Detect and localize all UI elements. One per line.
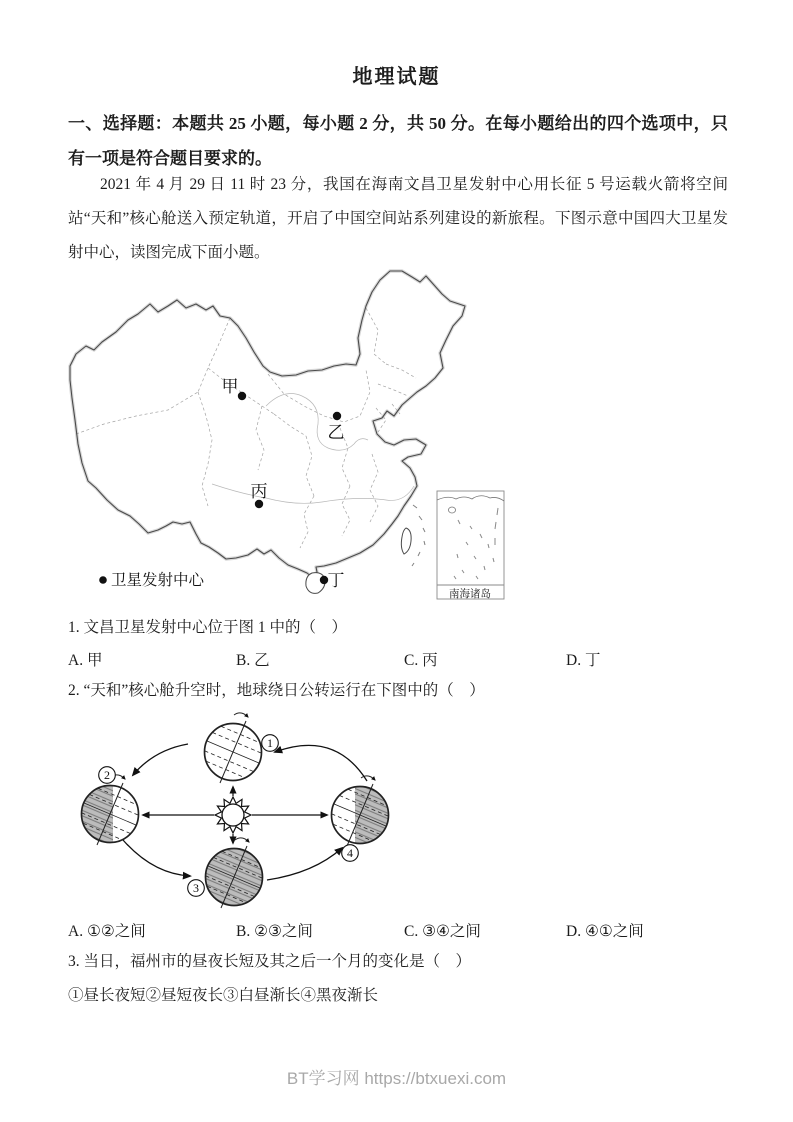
orbit-arrow-2-to-3 (123, 840, 190, 876)
launch-dot-yi (333, 412, 341, 420)
position-label-1: 1 (267, 736, 273, 751)
q1-option-d: D. 丁 (566, 652, 601, 669)
orbit-arrow-4-to-1 (275, 745, 367, 781)
question-2-options (68, 919, 748, 939)
question-3 (68, 952, 471, 972)
q1-option-a: A. 甲 (68, 652, 103, 669)
q1-option-b: B. 乙 (236, 652, 270, 669)
sun-icon (215, 797, 251, 833)
earth-position-4 (332, 776, 389, 846)
legend-label: 卫星发射中心 (111, 572, 205, 589)
orbit-arrow-3-to-4 (267, 848, 342, 880)
question-3-sub-options: ①昼长夜短②昼短夜长③白昼渐长④黑夜渐长 (68, 987, 379, 1004)
question-1-text: 文昌卫星发射中心位于图 1 中的（ ） (83, 619, 348, 636)
inset-label: 南海诸岛 (449, 589, 491, 600)
taiwan-island (401, 528, 411, 554)
question-2-text: “天和”核心舱升空时，地球绕日公转运行在下图中的（ ） (83, 682, 485, 699)
earth-orbit-diagram (70, 710, 470, 910)
q2-option-b: B. ②③之间 (236, 923, 313, 940)
question-2 (68, 681, 485, 701)
question-1-options (68, 648, 748, 668)
position-label-4: 4 (347, 846, 353, 861)
earth-position-3 (206, 838, 263, 908)
q2-option-d: D. ④①之间 (566, 923, 644, 940)
q1-option-c: C. 丙 (404, 652, 438, 669)
south-china-sea-inset (437, 491, 504, 600)
launch-label-bing: 丙 (250, 482, 268, 501)
footer (0, 1064, 793, 1089)
launch-dot-jia (238, 392, 246, 400)
intro-passage: 2021 年 4 月 29 日 11 时 23 分，我国在海南文昌卫星发射中心用长征 5 号运载火箭将空间站“天和”核心舱送入预定轨道，开启了中国空间站系列建设的新旅程。下图示意中国四大卫星发射中心，读图完成下面小题。 (68, 176, 728, 261)
legend-dot-icon (99, 576, 107, 584)
q2-option-a: A. ①②之间 (68, 923, 146, 940)
launch-label-yi: 乙 (327, 423, 345, 442)
question-1 (68, 618, 347, 638)
map-legend (99, 571, 204, 589)
section-heading: 一、选择题：本题共 25 小题，每小题 2 分，共 50 分。在每小题给出的四个选项中，只有一项是符合题目要求的。 (68, 114, 728, 168)
question-1-number: 1. (68, 619, 80, 636)
launch-label-ding: 丁 (327, 571, 345, 590)
question-3-text: 当日，福州市的昼夜长短及其之后一个月的变化是（ ） (83, 953, 472, 970)
position-label-3: 3 (193, 881, 199, 896)
question-2-number: 2. (68, 682, 80, 699)
earth-position-1 (205, 713, 262, 783)
q2-option-c: C. ③④之间 (404, 923, 481, 940)
position-label-2: 2 (104, 768, 110, 783)
launch-label-jia: 甲 (221, 377, 239, 396)
orbit-arrow-1-to-2 (133, 744, 188, 775)
china-launch-centers-map (60, 258, 560, 612)
island-marks (412, 505, 425, 566)
launch-dot-bing (255, 500, 263, 508)
question-3-number: 3. (68, 953, 80, 970)
earth-position-2 (82, 775, 139, 845)
page-title: 地理试题 (352, 66, 441, 88)
footer-link[interactable]: BT学习网 https://btxuexi.com (286, 1069, 507, 1088)
